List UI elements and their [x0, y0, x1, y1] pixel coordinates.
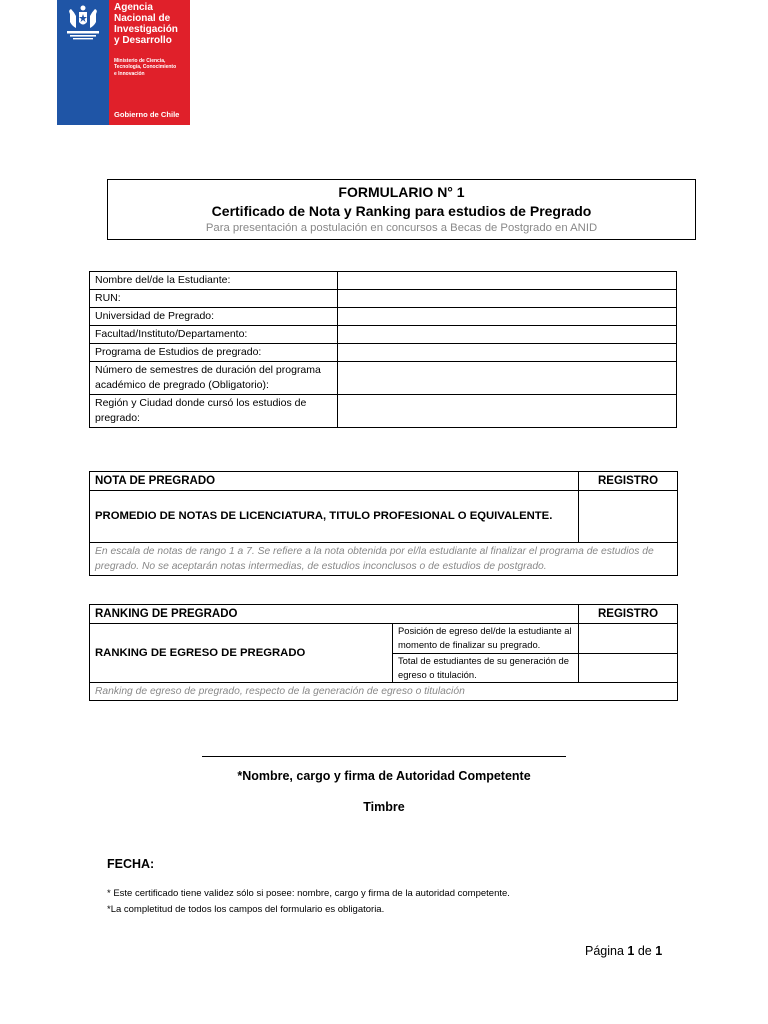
grades-record-header: REGISTRO [579, 472, 678, 491]
page-total: 1 [655, 944, 663, 958]
table-row [90, 491, 678, 543]
grades-note: En escala de notas de rango 1 a 7. Se refiere a la nota obtenida por el/la estudiante al finalizar el programa de estudios de pregrado. No se aceptarán notas intermedias, de estudios inconclusos o de estudios de postgrado. [90, 543, 678, 576]
table-row [90, 272, 677, 290]
ranking-table [89, 604, 678, 701]
region-city-field[interactable] [338, 395, 677, 428]
logo-blue-panel [57, 0, 109, 125]
position-field[interactable] [579, 624, 678, 654]
chile-coat-of-arms-icon [62, 4, 104, 42]
student-info-table [89, 271, 677, 428]
region-city-label: Región y Ciudad donde cursó los estudios de pregrado: [90, 395, 338, 428]
semesters-field[interactable] [338, 362, 677, 395]
table-row [90, 395, 677, 428]
signature-line[interactable] [202, 756, 566, 757]
run-field[interactable] [338, 290, 677, 308]
footnotes [107, 886, 510, 918]
university-field[interactable] [338, 308, 677, 326]
total-students-label: Total de estudiantes de su generación de egreso o titulación. [393, 653, 579, 683]
form-header [107, 179, 696, 240]
faculty-label: Facultad/Instituto/Departamento: [90, 326, 338, 344]
table-row [90, 290, 677, 308]
semesters-label: Número de semestres de duración del programa académico de pregrado (Obligatorio): [90, 362, 338, 395]
form-subtitle: Certificado de Nota y Ranking para estudios de Pregrado [211, 203, 592, 219]
ranking-note: Ranking de egreso de pregrado, respecto de la generación de egreso o titulación [90, 683, 678, 701]
table-row [90, 605, 678, 624]
page-prefix: Página [585, 944, 624, 958]
page-number [585, 944, 662, 958]
table-row [90, 344, 677, 362]
table-row [90, 472, 678, 491]
student-name-label: Nombre del/de la Estudiante: [90, 272, 338, 290]
table-row [90, 362, 677, 395]
ranking-header: RANKING DE PREGRADO [90, 605, 579, 624]
program-label: Programa de Estudios de pregrado: [90, 344, 338, 362]
total-students-field[interactable] [579, 653, 678, 683]
form-purpose-note: Para presentación a postulación en concursos a Becas de Postgrado en ANID [205, 222, 598, 234]
table-row [90, 326, 677, 344]
logo-government: Gobierno de Chile [114, 110, 180, 119]
table-row [90, 543, 678, 576]
footnote-validity: * Este certificado tiene validez sólo si posee: nombre, cargo y firma de la autoridad competente. [107, 888, 510, 899]
average-grade-label: PROMEDIO DE NOTAS DE LICENCIATURA, TITULO PROFESIONAL O EQUIVALENTE. [90, 491, 579, 543]
anid-logo [57, 0, 190, 125]
run-label: RUN: [90, 290, 338, 308]
grades-table [89, 471, 678, 576]
student-name-field[interactable] [338, 272, 677, 290]
faculty-field[interactable] [338, 326, 677, 344]
stamp-label: Timbre [363, 800, 405, 814]
logo-ministry: Ministerio de Ciencia, Tecnología, Conocimiento e Innovación [114, 58, 177, 77]
signature-label: *Nombre, cargo y firma de Autoridad Competente [237, 769, 531, 783]
grades-header: NOTA DE PREGRADO [90, 472, 579, 491]
table-row [90, 308, 677, 326]
page-separator: de [637, 944, 652, 958]
form-title: FORMULARIO N° 1 [338, 184, 465, 200]
date-label: FECHA: [107, 857, 155, 871]
university-label: Universidad de Pregrado: [90, 308, 338, 326]
table-row [90, 624, 678, 654]
logo-red-panel [109, 0, 190, 125]
ranking-record-header: REGISTRO [579, 605, 678, 624]
table-row [90, 683, 678, 701]
program-field[interactable] [338, 344, 677, 362]
average-grade-field[interactable] [579, 491, 678, 543]
position-label: Posición de egreso del/de la estudiante al momento de finalizar su pregrado. [393, 624, 579, 654]
page-current: 1 [627, 944, 635, 958]
logo-agency-name: Agencia Nacional de Investigación y Desarrollo [114, 2, 178, 46]
footnote-completeness: *La completitud de todos los campos del formulario es obligatoria. [107, 904, 385, 915]
ranking-label: RANKING DE EGRESO DE PREGRADO [90, 624, 393, 683]
